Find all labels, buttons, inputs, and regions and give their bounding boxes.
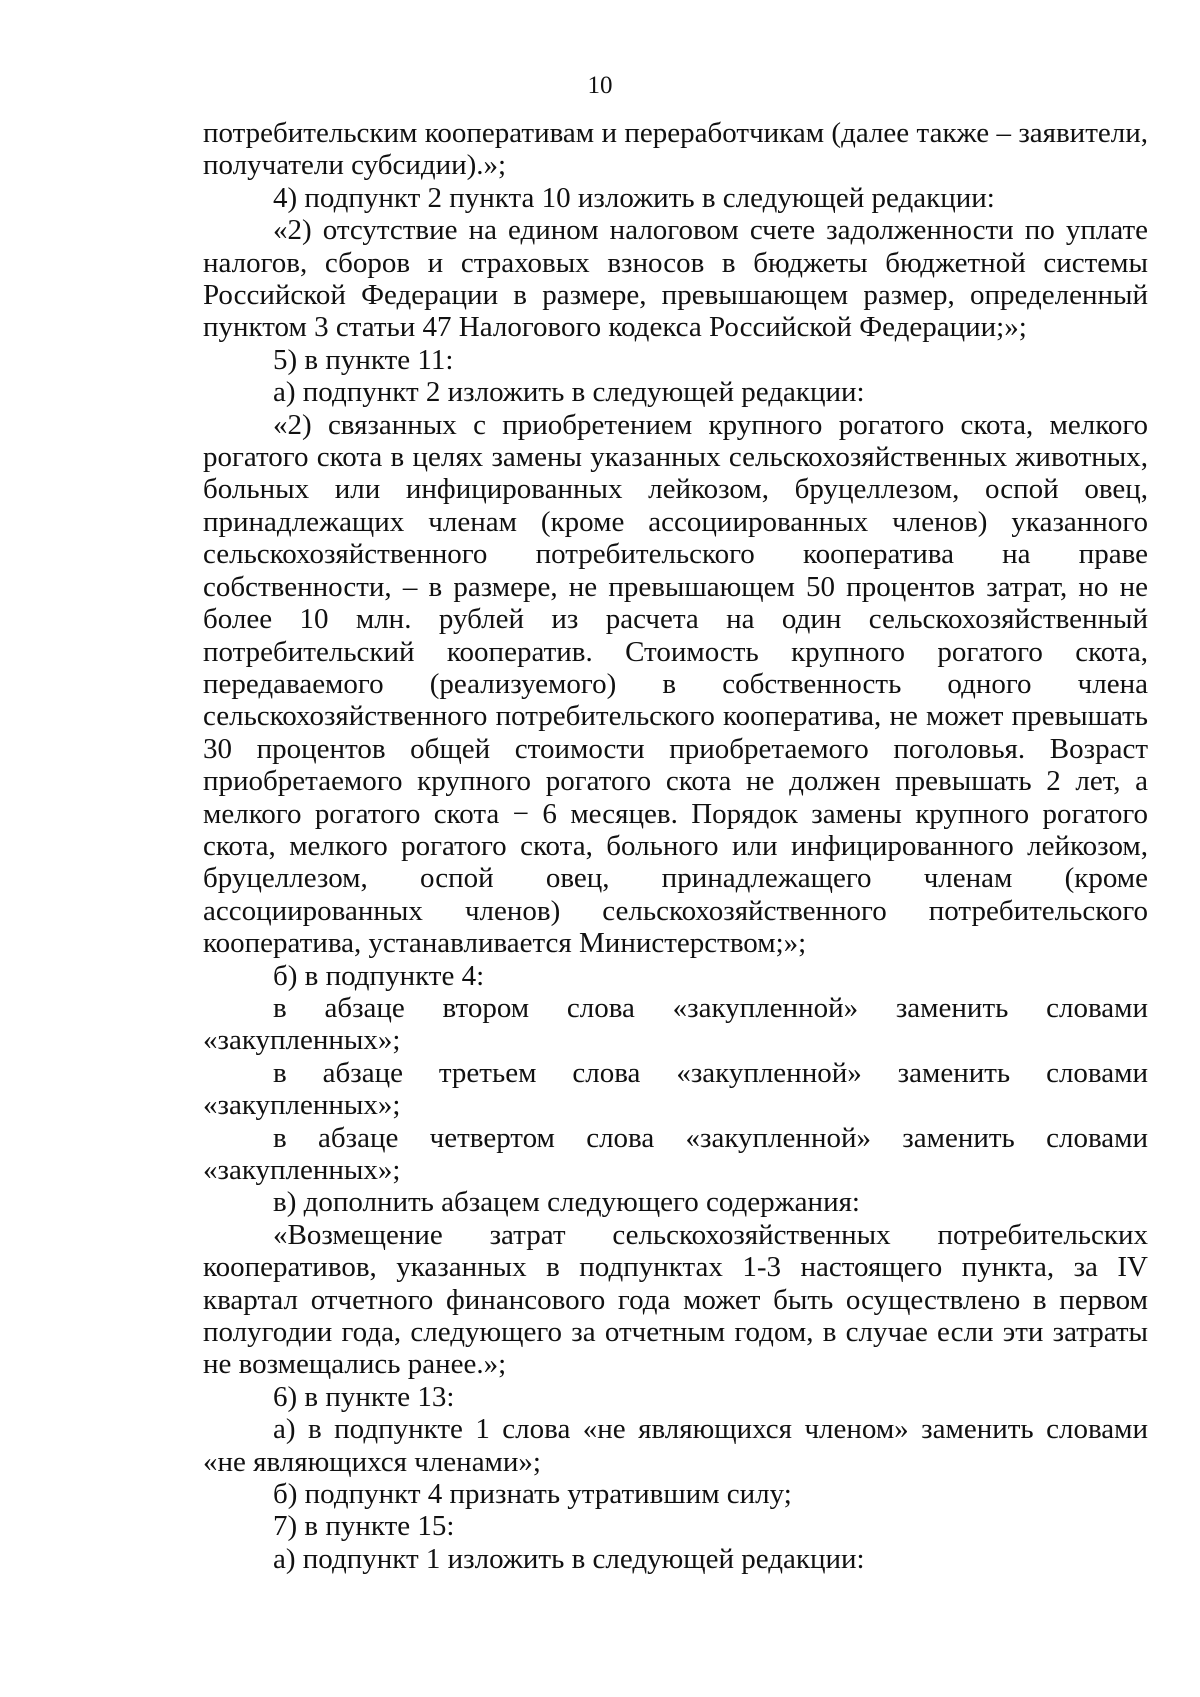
paragraph-item-7a: а) подпункт 1 изложить в следующей редакции:	[273, 1542, 865, 1575]
paragraph-item-5a: а) подпункт 2 изложить в следующей редакции:	[273, 376, 865, 409]
paragraph-item-7: 7) в пункте 15:	[273, 1510, 455, 1543]
paragraph-item-5: 5) в пункте 11:	[273, 343, 454, 376]
paragraph-item-6: 6) в пункте 13:	[273, 1380, 455, 1413]
paragraph-item-5v: в) дополнить абзацем следующего содержания:	[273, 1186, 860, 1219]
page-number: 10	[587, 72, 613, 99]
paragraph-item-5b-1: в абзаце втором слова «закупленной» заменить словами «закупленных»;	[203, 991, 1148, 1057]
paragraph-item-6a: а) в подпункте 1 слова «не являющихся членом» заменить словами «не являющихся членами»;	[203, 1413, 1148, 1478]
paragraph-item-5v-text: «Возмещение затрат сельскохозяйственных потребительских кооперативов, указанных в подпунктах 1-3 настоящего пункта, за IV квартал отчетного финансового года может быть осуществлено в первом полугодии года, следующего за отчетным годом, в случае если эти затраты не возмещались ранее.»;	[203, 1218, 1148, 1381]
paragraph-item-5a-text: «2) связанных с приобретением крупного рогатого скота, мелкого рогатого скота в целях замены указанных сельскохозяйственных животных, больных или инфицированных лейкозом, бруцеллезом, оспой овец, принадлежащих членам (кроме ассоциированных членов) указанного сельскохозяйственного потребительского кооператива на праве собственности, – в размере, не превышающем 50 процентов затрат, но не более 10 млн. рублей из расчета на один сельскохозяйственный потребительский кооператив. Стоимость крупного рогатого скота, передаваемого (реализуемого) в собственность одного члена сельскохозяйственного потребительского кооператива, не может превышать 30 процентов общей стоимости приобретаемого поголовья. Возраст приобретаемого крупного рогатого скота не должен превышать 2 лет, а мелкого рогатого скота − 6 месяцев. Порядок замены крупного рогатого скота, мелкого рогатого скота, больного или инфицированного лейкозом, бруцеллезом, оспой овец, принадлежащего членам (кроме ассоциированных членов) сельскохозяйственного потребительского кооператива, устанавливается Министерством;»;	[203, 408, 1148, 960]
document-body	[203, 117, 1148, 1575]
paragraph-item-5b-3: в абзаце четвертом слова «закупленной» заменить словами «закупленных»;	[203, 1121, 1148, 1186]
paragraph-item-4-text: «2) отсутствие на едином налоговом счете задолженности по уплате налогов, сборов и страховых взносов в бюджеты бюджетной системы Российской Федерации в размере, превышающем размер, определенный пунктом 3 статьи 47 Налогового кодекса Российской Федерации;»;	[203, 214, 1148, 344]
paragraph-item-5b: б) в подпункте 4:	[273, 959, 485, 992]
paragraph-item-4: 4) подпункт 2 пункта 10 изложить в следующей редакции:	[273, 181, 995, 214]
paragraph-item-6b: б) подпункт 4 признать утратившим силу;	[273, 1478, 792, 1511]
paragraph-continuation: потребительским кооперативам и переработчикам (далее также – заявители, получатели субсидии).»;	[203, 117, 1148, 182]
paragraph-item-5b-2: в абзаце третьем слова «закупленной» заменить словами «закупленных»;	[203, 1056, 1148, 1122]
